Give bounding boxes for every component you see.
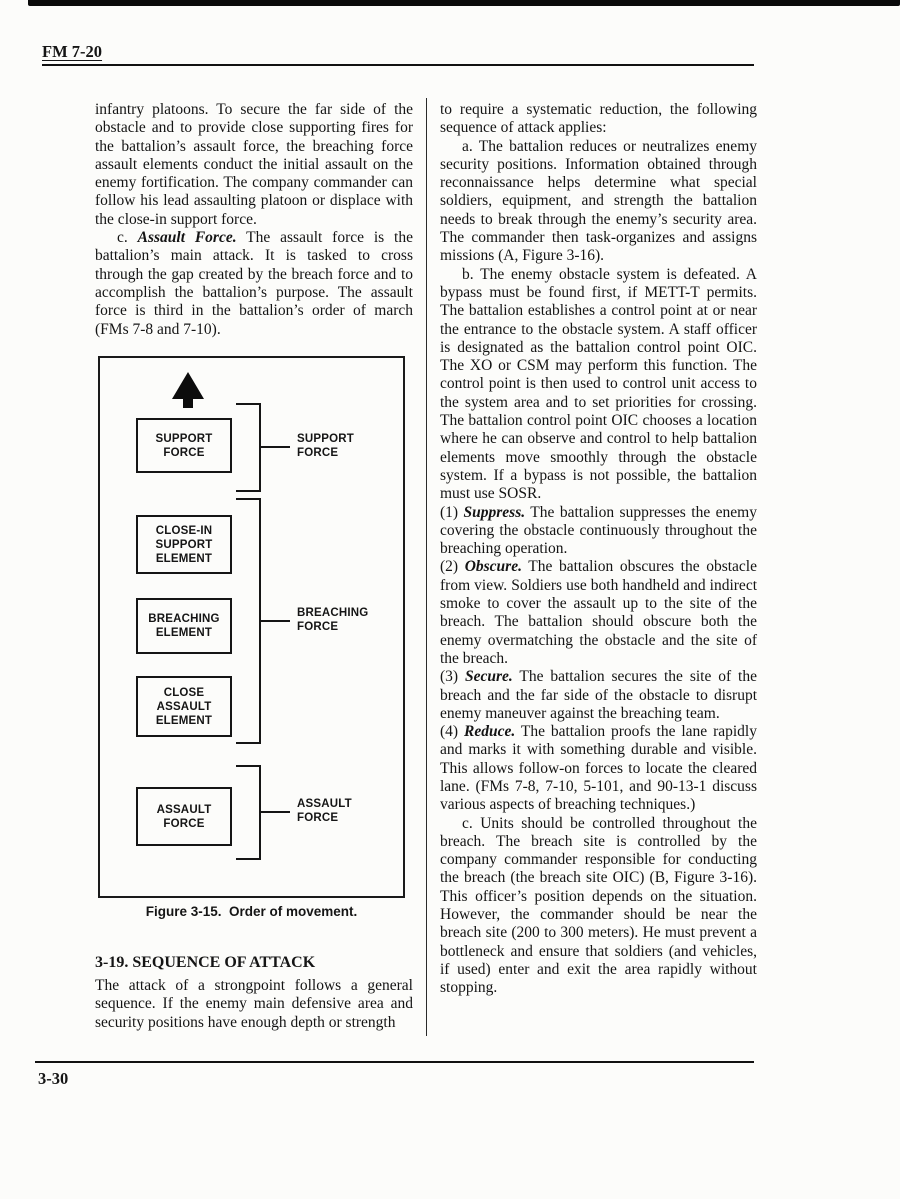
list-number: (4) <box>440 723 464 741</box>
list-letter: c. <box>117 229 138 247</box>
figure-box-assault-force: ASSAULT FORCE <box>136 787 232 846</box>
term-assault-force: Assault Force. <box>137 229 237 247</box>
paragraph-text: The assault force is the battalion’s main attack. It is tasked to cross through the gap created by the breach force and to accomplish the battalion’s purpose. The assault force is third in the battalion’s order of march (FMs 7-8 and 7-10). <box>95 229 413 338</box>
footer-rule <box>35 1061 754 1063</box>
group-label-assault-force: ASSAULT FORCE <box>297 798 352 824</box>
bracket-connector-support <box>261 446 290 448</box>
term-obscure: Obscure. <box>464 558 522 576</box>
bracket-assault-force <box>236 765 261 860</box>
direction-of-movement-arrow-stem <box>183 399 193 408</box>
group-label-support-force: SUPPORT FORCE <box>297 433 354 459</box>
direction-of-movement-arrow-icon <box>172 372 204 399</box>
document-id: FM 7-20 <box>42 42 103 61</box>
bracket-breaching-force <box>236 498 261 744</box>
body-paragraph: infantry platoons. To secure the far side of the obstacle and to provide close supporting fires for the battalion’s assault force, the breaching force assault elements conduct the initial assault on the enemy fortification. The company commander can follow his lead assaulting platoon or displace with the close-in support force. <box>95 101 413 228</box>
paragraph-text: The battalion obscures the obstacle from view. Soldiers use both handheld and indirect smoke to cover the assault up to the site of the breach. The battalion should obscure both the enemy overmatching the obstacle and the site of the breach. <box>440 558 757 667</box>
section-heading: 3-19. SEQUENCE OF ATTACK <box>95 954 316 971</box>
figure-order-of-movement <box>98 356 405 898</box>
term-reduce: Reduce. <box>463 723 516 741</box>
scan-artifact-top <box>28 0 900 6</box>
body-paragraph <box>440 668 757 723</box>
column-divider <box>426 98 427 1036</box>
body-paragraph: c. Units should be controlled throughout the breach. The breach site is controlled by the company commander responsible for conducting the breach (the breach site OIC) (B, Figure 3-16). This officer’s position depends on the situation. However, the commander should be near the breach site (200 to 300 meters). He must prevent a bottleneck and ensure that soldiers (and vehicles, if used) enter and exit the area rapidly without stopping. <box>440 814 757 997</box>
header-rule <box>42 64 754 66</box>
bracket-connector-breaching <box>261 620 290 622</box>
list-number: (1) <box>440 503 464 521</box>
body-paragraph: a. The battalion reduces or neutralizes enemy security positions. Information obtained through reconnaissance helps determine what special soldiers, equipment, and strength the battalion needs to break through the enemy’s security area. The commander then task-organizes and assigns missions (A, Figure 3-16). <box>440 137 757 265</box>
left-column <box>95 101 413 339</box>
right-column <box>440 101 757 998</box>
list-number: (2) <box>440 558 465 576</box>
paragraph-text: The battalion suppresses the enemy covering the obstacle continuously throughout the breaching operation. <box>440 503 757 558</box>
body-paragraph: b. The enemy obstacle system is defeated. A bypass must be found first, if METT-T permits. The battalion establishes a control point at or near the entrance to the obstacle system. A staff officer is designated as the battalion control point OIC. The XO or CSM may perform this function. The control point is then used to control unit access to the system area and to set priorities for crossing. The battalion control point OIC chooses a location where he can observe and control to help battalion elements move smoothly through the obstacle system. If a bypass is not possible, the battalion must use SOSR. <box>440 265 757 503</box>
figure-box-close-in-support-element: CLOSE-IN SUPPORT ELEMENT <box>136 515 232 574</box>
page-number: 3-30 <box>38 1069 69 1088</box>
figure-caption: Figure 3-15. Order of movement. <box>145 904 358 919</box>
body-paragraph <box>440 504 757 559</box>
figure-box-support-force: SUPPORT FORCE <box>136 418 232 473</box>
bracket-connector-assault <box>261 811 290 813</box>
bracket-support-force <box>236 403 261 492</box>
body-paragraph <box>440 723 757 814</box>
paragraph-text: The battalion secures the site of the breach and the far side of the obstacle to disrupt enemy maneuver against the breaching team. <box>440 668 757 722</box>
body-paragraph <box>95 229 413 339</box>
body-paragraph: The attack of a strongpoint follows a general sequence. If the enemy main defensive area and security positions have enough depth or strength <box>95 977 413 1031</box>
body-paragraph: to require a systematic reduction, the following sequence of attack applies: <box>440 101 757 137</box>
body-paragraph <box>440 558 757 668</box>
list-number: (3) <box>440 668 465 686</box>
group-label-breaching-force: BREACHING FORCE <box>297 607 369 633</box>
term-suppress: Suppress. <box>463 503 526 521</box>
figure-box-breaching-element: BREACHING ELEMENT <box>136 598 232 654</box>
figure-box-close-assault-element: CLOSE ASSAULT ELEMENT <box>136 676 232 737</box>
paragraph-text: The battalion proofs the lane rapidly and marks it with something durable and visible. This allows follow-on forces to locate the cleared lane. (FMs 7-8, 7-10, 5-101, and 90-13-1 discuss various aspects of breaching techniques.) <box>440 723 757 814</box>
term-secure: Secure. <box>464 668 513 686</box>
